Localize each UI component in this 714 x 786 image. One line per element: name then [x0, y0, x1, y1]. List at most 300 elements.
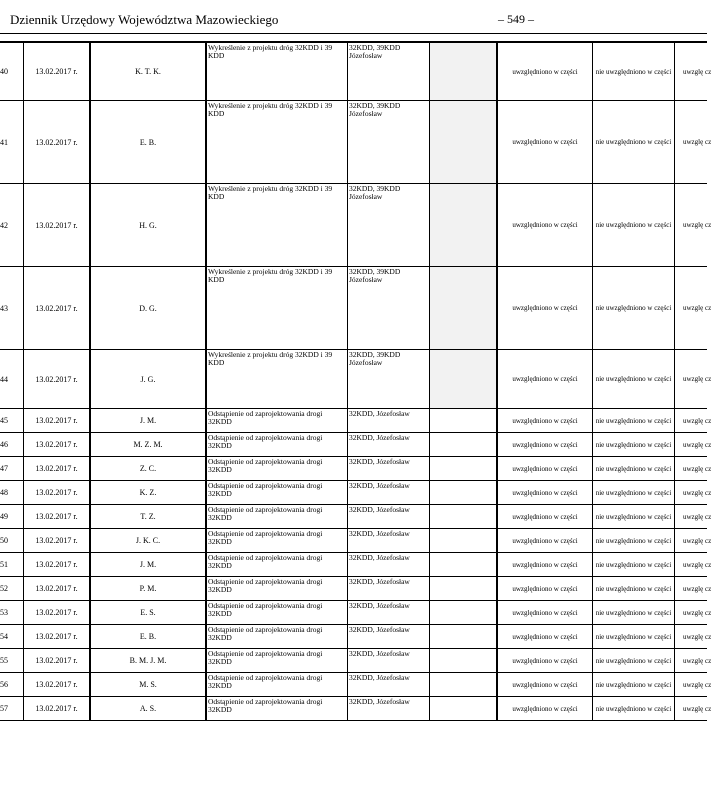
row-number [0, 673, 23, 696]
row-rejection-text: nie uwzględniono w części [595, 560, 672, 569]
row-date [23, 649, 89, 672]
row-name-text: B. M. J. M. [129, 656, 167, 665]
row-request-text: Odstąpienie od zaprojektowania drogi 32KDD [208, 625, 323, 642]
row-name [89, 625, 205, 648]
row-number-text: 45 [0, 416, 8, 425]
row-area [347, 625, 429, 648]
row-area [347, 350, 429, 408]
row-decision-text: uwzględniono w części [512, 656, 578, 665]
row-council-text: uwzglę cz [683, 512, 712, 521]
row-name [89, 409, 205, 432]
row-council-decision [674, 625, 714, 648]
row-rejection-text: nie uwzględniono w części [595, 304, 672, 312]
row-number-text: 47 [0, 464, 8, 473]
row-date-text: 13.02.2017 r. [35, 488, 78, 497]
row-rejection-text: nie uwzględniono w części [595, 584, 672, 593]
row-area [347, 43, 429, 100]
row-decision-text: uwzględniono w części [512, 221, 578, 229]
row-decision-text: uwzględniono w części [512, 560, 578, 569]
table-row [0, 409, 712, 433]
row-council-text: uwzglę cz [683, 440, 712, 449]
row-name [89, 101, 205, 183]
row-number-text: 42 [0, 220, 8, 230]
row-name-text: P. M. [139, 584, 157, 593]
row-area [347, 577, 429, 600]
row-number-text: 50 [0, 536, 8, 545]
row-empty-cell [429, 505, 496, 528]
row-decision-text: uwzględniono w części [512, 608, 578, 617]
row-number [0, 505, 23, 528]
row-number-text: 53 [0, 608, 8, 617]
row-number [0, 553, 23, 576]
row-rejection [592, 505, 674, 528]
row-number-text: 49 [0, 512, 8, 521]
row-rejection [592, 350, 674, 408]
row-council-decision [674, 577, 714, 600]
row-decision-text: uwzględniono w części [512, 704, 578, 713]
row-number [0, 649, 23, 672]
row-name [89, 457, 205, 480]
row-number [0, 43, 23, 100]
row-area [347, 553, 429, 576]
row-empty-cell [429, 601, 496, 624]
row-council-text: uwzglę cz [683, 560, 712, 569]
row-area-text: 32KDD, 39KDD Józefosław [349, 101, 401, 118]
row-number-text: 57 [0, 704, 8, 713]
row-name [89, 649, 205, 672]
row-name [89, 433, 205, 456]
row-name-text: H. G. [139, 220, 157, 230]
row-area [347, 673, 429, 696]
row-council-decision [674, 673, 714, 696]
row-number [0, 350, 23, 408]
row-area [347, 184, 429, 266]
row-council-text: uwzglę cz [683, 632, 712, 641]
row-date-text: 13.02.2017 r. [35, 680, 78, 689]
row-council-text: uwzglę cz [683, 536, 712, 545]
row-decision-text: uwzględniono w części [512, 512, 578, 521]
row-name-text: K. T. K. [135, 67, 161, 76]
row-empty-cell [429, 697, 496, 720]
row-request [205, 697, 347, 720]
row-council-text: uwzglę cz [683, 221, 712, 229]
row-rejection [592, 457, 674, 480]
row-name [89, 553, 205, 576]
row-name [89, 697, 205, 720]
row-number [0, 529, 23, 552]
row-number [0, 697, 23, 720]
row-council-text: uwzglę cz [683, 304, 712, 312]
table-row [0, 101, 712, 184]
row-empty-cell [429, 553, 496, 576]
row-rejection-text: nie uwzględniono w części [595, 704, 672, 713]
row-decision-text: uwzględniono w części [512, 375, 578, 383]
row-request [205, 673, 347, 696]
row-date-text: 13.02.2017 r. [35, 656, 78, 665]
row-council-decision [674, 101, 714, 183]
row-date-text: 13.02.2017 r. [35, 220, 78, 230]
row-area [347, 267, 429, 349]
row-date-text: 13.02.2017 r. [35, 608, 78, 617]
row-name-text: E. B. [139, 137, 157, 147]
row-name [89, 577, 205, 600]
row-empty-cell [429, 267, 496, 349]
row-council-text: uwzglę cz [683, 680, 712, 689]
row-number [0, 457, 23, 480]
table-row [0, 433, 712, 457]
row-decision [496, 673, 592, 696]
row-date [23, 625, 89, 648]
row-rejection [592, 625, 674, 648]
row-request [205, 267, 347, 349]
row-date [23, 553, 89, 576]
row-name [89, 505, 205, 528]
row-number-text: 44 [0, 374, 8, 384]
row-rejection-text: nie uwzględniono w części [595, 608, 672, 617]
row-rejection-text: nie uwzględniono w części [595, 464, 672, 473]
table-row [0, 553, 712, 577]
row-request [205, 649, 347, 672]
row-area-text: 32KDD, Józefosław [349, 673, 410, 682]
row-decision-text: uwzględniono w części [512, 536, 578, 545]
row-date [23, 433, 89, 456]
row-name [89, 350, 205, 408]
row-decision-text: uwzględniono w części [512, 416, 578, 425]
row-name [89, 184, 205, 266]
row-area-text: 32KDD, Józefosław [349, 577, 410, 586]
row-name [89, 673, 205, 696]
row-area-text: 32KDD, Józefosław [349, 697, 410, 706]
row-date [23, 673, 89, 696]
row-council-text: uwzglę cz [683, 584, 712, 593]
row-empty-cell [429, 577, 496, 600]
row-rejection [592, 184, 674, 266]
row-request [205, 350, 347, 408]
row-area-text: 32KDD, 39KDD Józefosław [349, 43, 401, 60]
row-date-text: 13.02.2017 r. [35, 137, 78, 147]
row-request-text: Odstąpienie od zaprojektowania drogi 32KDD [208, 505, 323, 522]
row-request [205, 433, 347, 456]
row-decision-text: uwzględniono w części [512, 584, 578, 593]
row-request [205, 457, 347, 480]
row-area-text: 32KDD, Józefosław [349, 409, 410, 418]
row-area [347, 457, 429, 480]
row-rejection-text: nie uwzględniono w części [595, 488, 672, 497]
row-decision-text: uwzględniono w części [512, 464, 578, 473]
row-empty-cell [429, 184, 496, 266]
row-council-decision [674, 267, 714, 349]
row-area [347, 529, 429, 552]
row-request-text: Odstąpienie od zaprojektowania drogi 32KDD [208, 433, 323, 450]
row-date-text: 13.02.2017 r. [35, 416, 78, 425]
row-council-decision [674, 553, 714, 576]
row-number-text: 52 [0, 584, 8, 593]
table-row [0, 673, 712, 697]
row-date-text: 13.02.2017 r. [35, 584, 78, 593]
row-area-text: 32KDD, Józefosław [349, 457, 410, 466]
row-date-text: 13.02.2017 r. [35, 374, 78, 384]
row-rejection [592, 481, 674, 504]
row-number-text: 41 [0, 137, 8, 147]
table-row [0, 41, 712, 101]
row-empty-cell [429, 673, 496, 696]
row-decision [496, 457, 592, 480]
row-name [89, 601, 205, 624]
row-area [347, 649, 429, 672]
row-area [347, 505, 429, 528]
table-row [0, 481, 712, 505]
row-decision [496, 43, 592, 100]
row-request-text: Odstąpienie od zaprojektowania drogi 32KDD [208, 577, 323, 594]
row-council-text: uwzglę cz [683, 656, 712, 665]
row-area-text: 32KDD, 39KDD Józefosław [349, 184, 401, 201]
row-council-decision [674, 350, 714, 408]
row-name [89, 267, 205, 349]
row-request-text: Odstąpienie od zaprojektowania drogi 32KDD [208, 457, 323, 474]
row-decision-text: uwzględniono w części [512, 67, 578, 76]
row-decision [496, 101, 592, 183]
row-number [0, 601, 23, 624]
row-area-text: 32KDD, Józefosław [349, 625, 410, 634]
row-council-text: uwzglę cz [683, 704, 712, 713]
row-number [0, 577, 23, 600]
row-date [23, 184, 89, 266]
row-area-text: 32KDD, Józefosław [349, 481, 410, 490]
document-title: Dziennik Urzędowy Województwa Mazowieckiego [10, 12, 279, 27]
row-date [23, 529, 89, 552]
row-council-decision [674, 649, 714, 672]
row-rejection-text: nie uwzględniono w części [595, 416, 672, 425]
row-council-decision [674, 601, 714, 624]
row-number [0, 481, 23, 504]
row-council-text: uwzglę cz [683, 67, 712, 76]
row-area-text: 32KDD, Józefosław [349, 553, 410, 562]
row-rejection [592, 529, 674, 552]
row-name-text: T. Z. [140, 512, 156, 521]
row-number-text: 43 [0, 303, 8, 313]
row-request-text: Odstąpienie od zaprojektowania drogi 32KDD [208, 481, 323, 498]
row-council-decision [674, 409, 714, 432]
row-council-text: uwzglę cz [683, 416, 712, 425]
row-area-text: 32KDD, Józefosław [349, 601, 410, 610]
row-number [0, 184, 23, 266]
row-decision-text: uwzględniono w części [512, 632, 578, 641]
row-date-text: 13.02.2017 r. [35, 512, 78, 521]
row-area-text: 32KDD, Józefosław [349, 505, 410, 514]
row-name-text: M. S. [139, 680, 157, 689]
row-name-text: E. S. [140, 608, 156, 617]
row-date [23, 457, 89, 480]
row-council-decision [674, 457, 714, 480]
row-number-text: 46 [0, 440, 8, 449]
row-date [23, 697, 89, 720]
row-date-text: 13.02.2017 r. [35, 67, 78, 76]
row-request-text: Wykreślenie z projektu dróg 32KDD i 39 KDD [208, 43, 333, 60]
table-row [0, 577, 712, 601]
row-number [0, 433, 23, 456]
row-request [205, 43, 347, 100]
row-name-text: Z. C. [139, 464, 157, 473]
row-number-text: 48 [0, 488, 8, 497]
row-area [347, 101, 429, 183]
row-request [205, 481, 347, 504]
comments-table [0, 41, 712, 721]
row-area-text: 32KDD, Józefosław [349, 529, 410, 538]
row-council-decision [674, 697, 714, 720]
row-decision-text: uwzględniono w części [512, 488, 578, 497]
row-number-text: 55 [0, 656, 8, 665]
row-date [23, 505, 89, 528]
row-rejection [592, 577, 674, 600]
row-area-text: 32KDD, Józefosław [349, 649, 410, 658]
row-rejection-text: nie uwzględniono w części [595, 536, 672, 545]
row-request [205, 553, 347, 576]
row-empty-cell [429, 529, 496, 552]
row-request [205, 184, 347, 266]
row-name-text: J. M. [139, 560, 157, 569]
row-council-decision [674, 43, 714, 100]
row-name-text: K. Z. [139, 488, 157, 497]
row-date-text: 13.02.2017 r. [35, 464, 78, 473]
row-date [23, 101, 89, 183]
row-number [0, 267, 23, 349]
row-decision [496, 577, 592, 600]
row-area [347, 433, 429, 456]
row-council-text: uwzglę cz [683, 464, 712, 473]
row-decision [496, 267, 592, 349]
row-request-text: Odstąpienie od zaprojektowania drogi 32KDD [208, 601, 323, 618]
row-name-text: J. M. [139, 416, 157, 425]
row-empty-cell [429, 457, 496, 480]
row-name [89, 529, 205, 552]
row-name-text: M. Z. M. [133, 440, 163, 449]
row-empty-cell [429, 43, 496, 100]
row-area-text: 32KDD, 39KDD Józefosław [349, 267, 401, 284]
row-name-text: A. S. [139, 704, 157, 713]
table-row [0, 649, 712, 673]
row-request-text: Odstąpienie od zaprojektowania drogi 32KDD [208, 649, 323, 666]
header-rule [0, 33, 707, 34]
row-number-text: 54 [0, 632, 8, 641]
row-rejection [592, 697, 674, 720]
row-request-text: Wykreślenie z projektu dróg 32KDD i 39 KDD [208, 350, 333, 367]
row-number [0, 409, 23, 432]
row-council-decision [674, 184, 714, 266]
row-rejection-text: nie uwzględniono w części [595, 440, 672, 449]
row-rejection [592, 649, 674, 672]
row-date [23, 350, 89, 408]
row-decision [496, 601, 592, 624]
row-date [23, 43, 89, 100]
row-name-text: J. G. [140, 374, 156, 384]
table-row [0, 625, 712, 649]
page-number: – 549 – [498, 12, 534, 26]
row-request [205, 601, 347, 624]
row-decision [496, 409, 592, 432]
row-rejection-text: nie uwzględniono w części [595, 680, 672, 689]
row-council-text: uwzglę cz [683, 608, 712, 617]
row-name-text: D. G. [139, 303, 157, 313]
row-rejection [592, 553, 674, 576]
row-empty-cell [429, 409, 496, 432]
row-decision [496, 649, 592, 672]
row-name [89, 481, 205, 504]
table-row [0, 529, 712, 553]
row-empty-cell [429, 433, 496, 456]
row-empty-cell [429, 481, 496, 504]
row-rejection [592, 43, 674, 100]
row-rejection-text: nie uwzględniono w części [595, 512, 672, 521]
row-council-decision [674, 481, 714, 504]
row-council-text: uwzglę cz [683, 375, 712, 383]
row-request-text: Odstąpienie od zaprojektowania drogi 32KDD [208, 409, 323, 426]
table-row [0, 505, 712, 529]
table-row [0, 267, 712, 350]
row-decision [496, 529, 592, 552]
row-decision [496, 481, 592, 504]
row-date [23, 267, 89, 349]
table-row [0, 350, 712, 409]
row-request [205, 625, 347, 648]
row-rejection-text: nie uwzględniono w części [595, 632, 672, 641]
row-name-text: E. B. [139, 632, 157, 641]
row-date-text: 13.02.2017 r. [35, 536, 78, 545]
row-request-text: Odstąpienie od zaprojektowania drogi 32KDD [208, 673, 323, 690]
row-request [205, 409, 347, 432]
row-empty-cell [429, 350, 496, 408]
row-decision [496, 184, 592, 266]
row-decision-text: uwzględniono w części [512, 304, 578, 312]
row-council-text: uwzglę cz [683, 138, 712, 146]
row-area [347, 409, 429, 432]
row-number-text: 40 [0, 67, 8, 76]
row-date-text: 13.02.2017 r. [35, 440, 78, 449]
row-rejection-text: nie uwzględniono w części [595, 67, 672, 76]
row-request [205, 577, 347, 600]
row-request [205, 505, 347, 528]
row-date-text: 13.02.2017 r. [35, 704, 78, 713]
row-date [23, 481, 89, 504]
row-council-decision [674, 529, 714, 552]
row-date [23, 577, 89, 600]
row-name [89, 43, 205, 100]
row-rejection [592, 267, 674, 349]
row-request-text: Wykreślenie z projektu dróg 32KDD i 39 KDD [208, 184, 333, 201]
row-number [0, 101, 23, 183]
table-row [0, 601, 712, 625]
row-area-text: 32KDD, 39KDD Józefosław [349, 350, 401, 367]
row-request-text: Odstąpienie od zaprojektowania drogi 32KDD [208, 529, 323, 546]
row-decision [496, 433, 592, 456]
row-decision [496, 505, 592, 528]
row-decision-text: uwzględniono w części [512, 680, 578, 689]
row-request [205, 101, 347, 183]
row-decision-text: uwzględniono w części [512, 138, 578, 146]
row-council-decision [674, 433, 714, 456]
table-row [0, 457, 712, 481]
row-empty-cell [429, 101, 496, 183]
row-decision [496, 350, 592, 408]
row-rejection [592, 601, 674, 624]
row-number-text: 51 [0, 560, 8, 569]
row-rejection [592, 101, 674, 183]
row-date-text: 13.02.2017 r. [35, 632, 78, 641]
table-row [0, 184, 712, 267]
row-rejection [592, 673, 674, 696]
row-date [23, 601, 89, 624]
row-rejection-text: nie uwzględniono w części [595, 375, 672, 383]
row-rejection-text: nie uwzględniono w części [595, 656, 672, 665]
